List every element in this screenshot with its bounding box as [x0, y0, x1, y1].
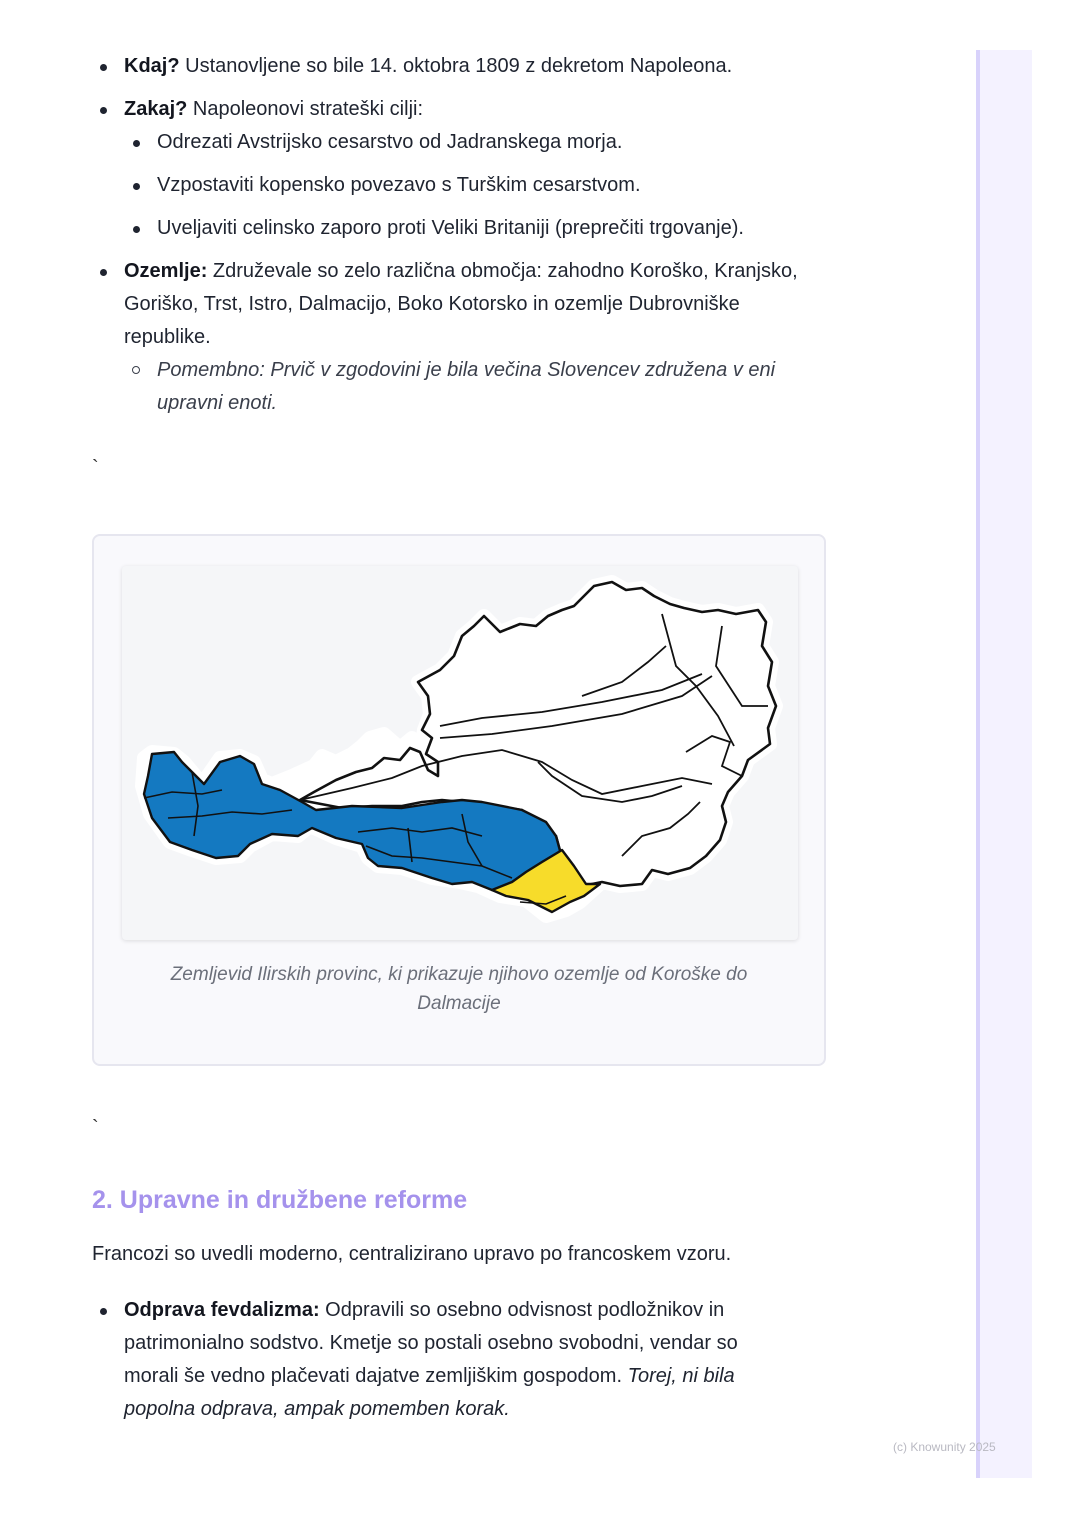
section-intro: Francozi so uvedli moderno, centralizirano upravo po francoskem vzoru.	[92, 1243, 732, 1265]
list-item	[92, 1294, 792, 1426]
map-card	[122, 566, 798, 940]
intro-list	[92, 50, 832, 420]
list-item	[92, 93, 832, 245]
figure-caption: Zemljevid Ilirskih provinc, ki prikazuje njihovo ozemlje od Koroške do Dalmacije	[170, 964, 748, 1014]
illyrian-provinces-map	[122, 566, 798, 940]
footer-copyright: (c) Knowunity 2025	[893, 1440, 996, 1454]
item-label: Ozemlje:	[124, 260, 208, 282]
item-label: Zakaj?	[124, 98, 188, 120]
note-list	[124, 354, 832, 420]
item-text: Napoleonovi strateški cilji:	[187, 98, 424, 120]
reform-list	[92, 1294, 792, 1426]
sub-list	[124, 126, 832, 245]
note-item: Pomembno: Prvič v zgodovini je bila večina Slovencev združena v eni upravni enoti.	[124, 354, 832, 420]
list-item	[92, 255, 832, 420]
map-figure	[92, 534, 826, 1066]
backtick-mark: `	[92, 457, 99, 479]
backtick-mark: `	[92, 1117, 99, 1139]
sub-list-item: Odrezati Avstrijsko cesarstvo od Jadranskega morja.	[124, 126, 832, 159]
item-label: Kdaj?	[124, 55, 180, 77]
list-item	[92, 50, 832, 83]
item-text: Združevale so zelo različna območja: zahodno Koroško, Kranjsko, Goriško, Trst, Istro, Dalmacijo, Boko Kotorsko in ozemlje Dubrovniške republike.	[124, 260, 798, 348]
section-heading: 2. Upravne in družbene reforme	[92, 1186, 468, 1214]
item-text: Ustanovljene so bile 14. oktobra 1809 z dekretom Napoleona.	[179, 55, 733, 77]
sub-list-item: Uveljaviti celinsko zaporo proti Veliki Britaniji (preprečiti trgovanje).	[124, 212, 832, 245]
sub-list-item: Vzpostaviti kopensko povezavo s Turškim cesarstvom.	[124, 169, 832, 202]
item-text: Odpravili so osebno odvisnost podložnikov in patrimonialno sodstvo. Kmetje so postali osebno svobodni, vendar so morali še vedno plačevati dajatve zemljiškim gospodom.	[124, 1299, 738, 1387]
item-label: Odprava fevdalizma:	[124, 1299, 320, 1321]
item-note: Torej, ni bila popolna odprava, ampak pomemben korak.	[124, 1365, 735, 1420]
right-sidebar	[976, 50, 1032, 1478]
document-content	[92, 50, 832, 1420]
